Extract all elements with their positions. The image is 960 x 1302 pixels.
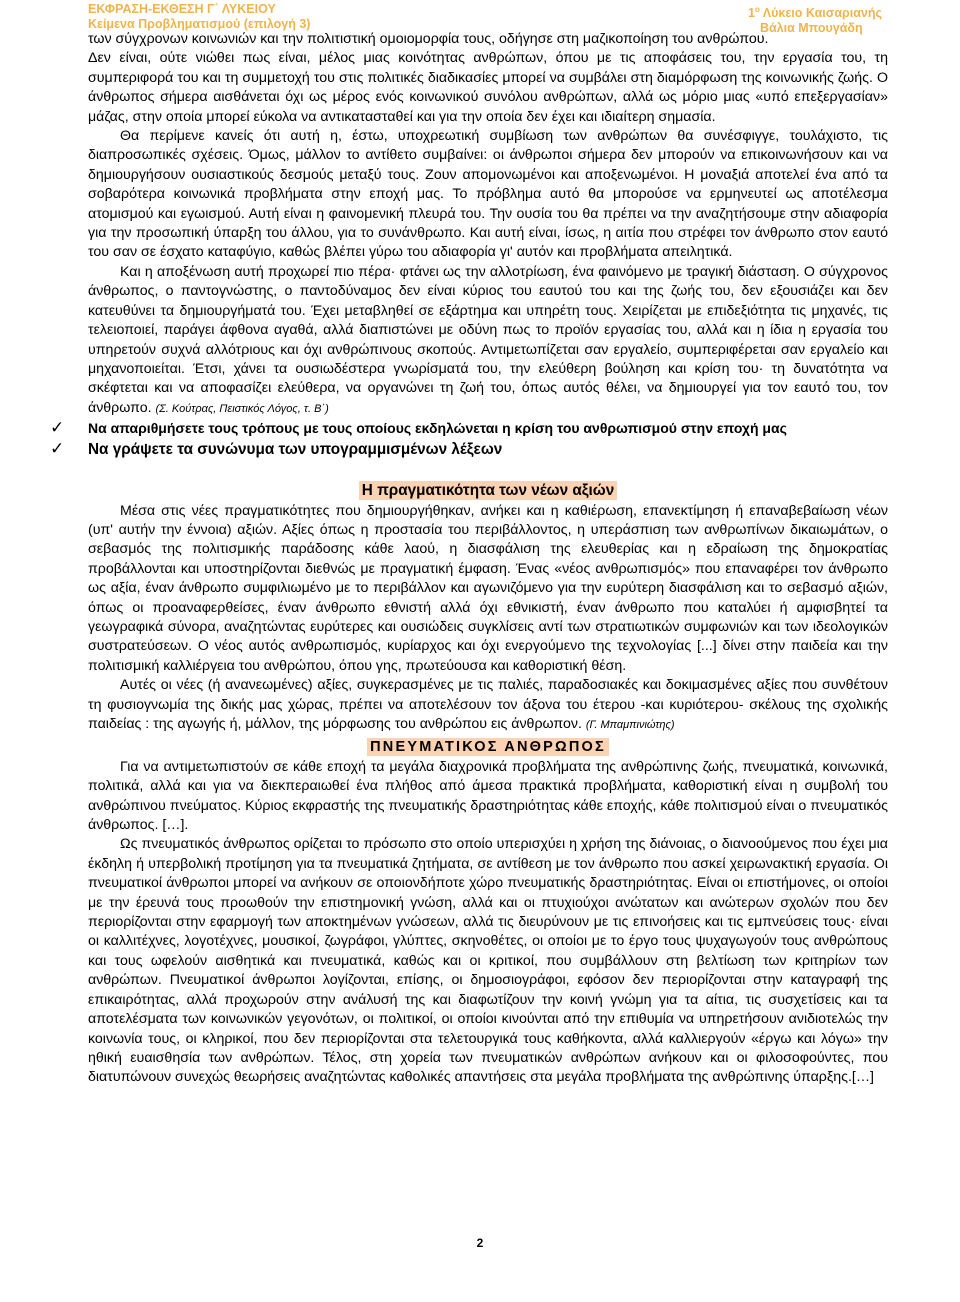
task-2-text: Να γράψετε τα συνώνυμα των υπογραμμισμένων λέξεων xyxy=(88,441,503,459)
task-2 xyxy=(50,439,888,460)
text1-paragraph-3: Θα περίμενε κανείς ότι αυτή η, έστω, υποχρεωτική συμβίωση των ανθρώπων θα συνέσφιγγε, τουλάχιστο, τις διαπροσωπικές σχέσεις. Όμως, μάλλον το αντίθετο συμβαίνει: οι άνθρωποι σήμερα δεν μπορούν να επικοινωνήσουν και να δημιουργήσουν ουσιαστικούς δεσμούς μεταξύ τους. Ζουν απομονωμένοι και αποξενωμένοι. Η μοναξιά αποτελεί ένα από τα σοβαρότερα κοινωνικά προβλήματα στην εποχή μας. Το πρόβλημα αυτό θα μπορούσε να ερμηνευτεί ως αποτέλεσμα ατομισμού και εγωισμού. Αυτή είναι η φαινομενική πλευρά του. Την ουσία του θα πρέπει να την αναζητήσουμε στην αδιαφορία για την προσωπική ύπαρξη του άλλου, για το συνάνθρωπο. Και αυτή είναι, ίσως, η αιτία που στρέφει τον άνθρωπο στον εαυτό του σαν σε έσχατο καταφύγιο, καθώς βλέπει γύρω του αδιαφορία γι' αυτόν και προβλήματα απειλητικά. xyxy=(88,128,888,261)
text2-title-text: Η πραγματικότητα των νέων αξιών xyxy=(359,481,617,500)
text3-paragraph-2: Ως πνευματικός άνθρωπος ορίζεται το πρόσωπο στο οποίο υπερισχύει η χρήση της διάνοιας, ο διανοούμενος που έχει μια έκδηλη ή υπερβολική προτίμηση για τα πνευματικά ζητήματα, σε αντίθεση με τον άνθρωπο που ασκεί χειρωνακτική εργασία. Οι πνευματικοί άνθρωποι μπορεί να ανήκουν σε οποιονδήποτε χώρο πνευματικής δραστηριότητας. Είναι οι επιστήμονες, οι οποίοι με την έρευνά τους προωθούν την επιστημονική γνώση, αλλά και οι πτυχιούχοι ανώτατων και ανώτερων σχολών που δεν περιορίζονται στην εφαρμογή των αποκτημένων γνώσεων, αλλά τις διευρύνουν με τις επινοήσεις και τις εμπνεύσεις τους· είναι οι καλλιτέχνες, λογοτέχνες, μουσικοί, ζωγράφοι, γλύπτες, σκηνοθέτες, οι οποίοι με το έργο τους ψυχαγωγούν τους ανθρώπους και τους ωφελούν αισθητικά και πνευματικά, καθώς και οι κριτικοί, που συμβάλλουν στη βελτίωση των κριτηρίων των ανθρώπων. Πνευματικοί άνθρωποι λογίζονται, επίσης, οι δημοσιογράφοι, εφόσον δεν περιορίζονται στην καταγραφή της επικαιρότητας, αλλά προχωρούν στην ανάλυσή της και διαφωτίζουν την κοινή γνώμη για τα αίτια, τις συσχετίσεις και τα αποτελέσματα των κοινωνικών γεγονότων, οι πολιτικοί, οι οποίοι κινούνται από την επιθυμία να υπηρετήσουν ανιδιοτελώς την κοινωνία τους, οι κληρικοί, που δεν περιορίζονται στα τελετουργικά τους καθήκοντα, αλλά καλλιεργούν «έργω και λόγω» την ηθική ευαισθησία των ανθρώπων. Τέλος, στη χορεία των πνευματικών ανθρώπων ανήκουν και οι φιλοσοφούντες, που διατυπώνουν συνεχώς θεωρήσεις αναζητώντας καθολικές απαντήσεις στα μεγάλα προβλήματα της ανθρώπινης ύπαρξης.[…] xyxy=(88,836,888,1086)
header-school xyxy=(748,2,882,21)
page-number: 2 xyxy=(476,1236,484,1250)
text2-paragraph-2 xyxy=(88,676,888,735)
text2-title xyxy=(88,481,888,501)
school-number: 1 xyxy=(747,6,755,21)
text2-paragraph-2-body: Αυτές οι νέες (ή ανανεωμένες) αξίες, συγκερασμένες με τις παλιές, παραδοσιακές και δοκιμασμένες αξίες που συνθέτουν τη φυσιογνωμία της δικής μας χώρας, πρέπει να αποτελέσουν τον άξονα του έτερου -και κυριότερου- σκέλους της σχολικής παιδείας : της αγωγής ή, μάλλον, της μόρφωσης του ανθρώπου εις άνθρωπον. xyxy=(88,677,888,732)
checkmark-icon: ✓ xyxy=(50,418,65,438)
text3-paragraph-1: Για να αντιμετωπιστούν σε κάθε εποχή τα μεγάλα διαχρονικά προβλήματα της ανθρώπινης ζωής, πνευματικά, κοινωνικά, πολιτικά, αλλά και για να διεκπεραιωθεί ένα πλήθος από άμεσα πρακτικά προβλήματα, καθοριστική είναι η συμβολή του ανθρώπινου πνεύματος. Κύριος εκφραστής της πνευματικής δραστηριότητας κάθε εποχής, κάθε πολιτισμού είναι ο πνευματικός άνθρωπος. […]. xyxy=(88,758,888,834)
task-1-text: Να απαριθμήσετε τους τρόπους με τους οποίους εκδηλώνεται η κρίση του ανθρωπισμού στην εποχή μας xyxy=(88,420,787,437)
text1-paragraph-4 xyxy=(88,263,888,419)
document-body xyxy=(50,30,888,1088)
school-number-suffix: ο xyxy=(754,5,760,14)
text1-paragraph-4-body: Και η αποξένωση αυτή προχωρεί πιο πέρα· φτάνει ως την αλλοτρίωση, ένα φαινόμενο με τραγική διάσταση. Ο σύγχρονος άνθρωπος, ο παντογνώστης, ο παντοδύναμος δεν είναι κύριος του εαυτού του και της ζωής του, δεν εξουσιάζει και δεν κατευθύνει τα δημιουργήματά του. Έχει μεταβληθεί σε εξάρτημα και υπηρέτη τους. Χειρίζεται με επιδεξιότητα τις μηχανές, τις τελειοποιεί, παράγει άφθονα αγαθά, αλλά διαπιστώνει με οδύνη πως το προϊόν εργασίας του, αλλά και η ίδια η εργασία του υπηρετούν συχνά αλλότριους και όχι ανθρώπινους σκοπούς. Αντιμετωπίζεται σαν εργαλείο, συμπεριφέρεται σαν εργαλείο και μηχανοποιείται. Έτσι, χάνει τα ουσιωδέστερα γνωρίσματά του, την ελεύθερη βούληση και κρίση του· τη δυνατότητα να σκέφτεται και να αποφασίζει ελεύθερα, να οργανώνει τη ζωή του, όπως αυτός θέλει, να δημιουργεί για τον εαυτό του, τον άνθρωπο. xyxy=(88,263,888,416)
header-course: ΕΚΦΡΑΣΗ-ΕΚΘΕΣΗ Γ΄ ΛΥΚΕΙΟΥ xyxy=(88,2,276,16)
text3-title-text: ΠΝΕΥΜΑΤΙΚΟΣ ΑΝΘΡΩΠΟΣ xyxy=(367,738,609,756)
school-name: Λύκειο Καισαριανής xyxy=(759,6,882,21)
checkmark-icon: ✓ xyxy=(50,439,65,459)
text1-paragraph-1: των σύγχρονων κοινωνιών και την πολιτιστική ομοιομορφία τους, οδήγησε στη μαζικοποίηση του ανθρώπου. xyxy=(88,31,769,47)
text1-citation: (Σ. Κούτρας, Πειστικός Λόγος, τ. Β΄) xyxy=(155,402,329,415)
text2-paragraph-1: Μέσα στις νέες πραγματικότητες που δημιουργήθηκαν, ανήκει και η καθιέρωση, επανεκτίμηση ή επαναβεβαίωση νέων (υπ' αυτήν την έννοια) αξιών. Αξίες όπως η προστασία του περιβάλλοντος, η υπεράσπιση των ανθρωπίνων δικαιωμάτων, ο σεβασμός της πολιτισμικής παράδοσης κάθε λαού, η διασφάλιση της ελευθερίας και η εδραίωση της δημοκρατίας προβάλλονται και υποστηρίζονται διεθνώς με πραγματική έμφαση. Ένας «νέος ανθρωπισμός» που επαναφέρει τον άνθρωπο ως αξία, έναν άνθρωπο συμφιλιωμένο με το περιβάλλον και αγωνιζόμενο για την ευρύτερη διασφάλιση και το σεβασμό αξιών, όπως οι προαναφερθείσες, έναν άνθρωπο εθνιστή αλλά όχι εθνικιστή, έναν άνθρωπο που καταλύει ή αμφισβητεί τα γεωγραφικά σύνορα, αναζητώντας ευρύτερες και ουσιώδεις συγκλίσεις αντί των στρατιωτικών συμφωνιών και των ιδεολογικών συστρατεύσεων. Ο νέος αυτός ανθρωπισμός, κυρίαρχος και όχι ενεργούμενο της τεχνολογίας [...] δίνει στην παιδεία και την πολιτισμική καλλιέργεια του ανθρώπου, όπου γης, πρωτεύουσα και καθοριστική θέση. xyxy=(88,502,888,674)
task-1 xyxy=(50,418,888,438)
header-left xyxy=(88,2,310,32)
header-author: Βάλια Μπουγάδη xyxy=(759,21,863,36)
header-subtitle: Κείμενα Προβληματισμού (επιλογή 3) xyxy=(88,17,311,31)
text1-paragraph-2: Δεν είναι, ούτε νιώθει πως είναι, μέλος μιας κοινότητας ανθρώπων, όπου με τις αποφάσεις του, την εργασία του, τη συμπεριφορά του και τη συμμετοχή του στις πολιτικές διαδικασίες μπορεί να συμβάλει στη διαμόρφωση της κοινωνικής ζωής. Ο άνθρωπος σήμερα αισθάνεται όχι ως μέρος ενός κοινωνικού συνόλου ανθρώπων, αλλά ως μόριο μιας «υπό επεξεργασίαν» μάζας, στην οποία μπορεί εύκολα να αντικατασταθεί και για την οποία δεν έχει και ιδιαίτερη σημασία. xyxy=(88,50,888,125)
text3-title xyxy=(88,738,888,757)
text2-citation: (Γ. Μπαμπινιώτης) xyxy=(585,719,675,731)
